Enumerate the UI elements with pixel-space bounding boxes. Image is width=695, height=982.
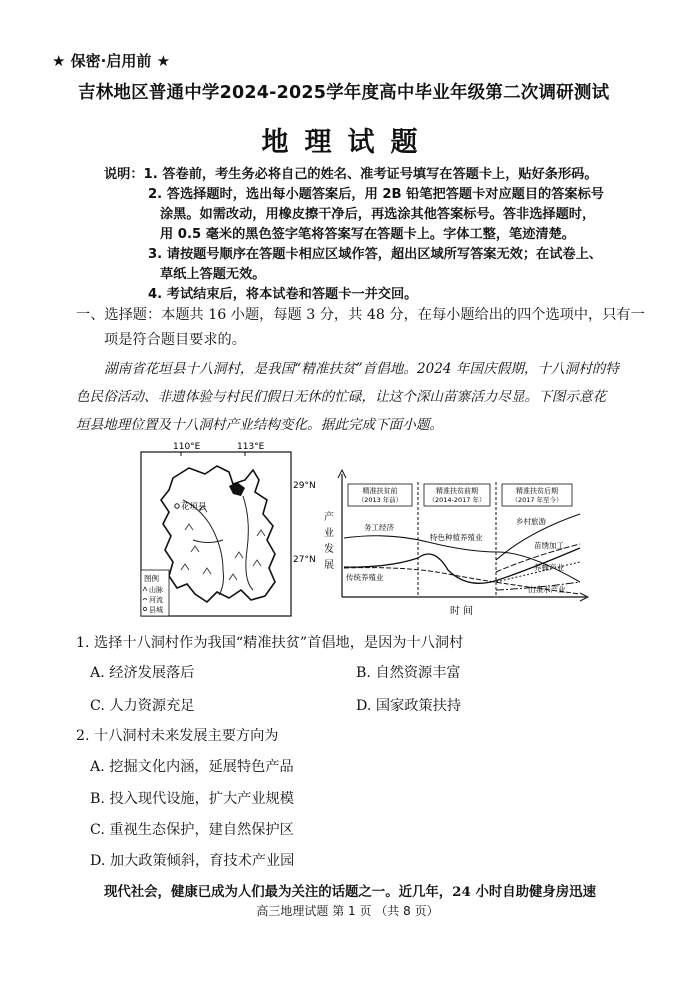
instruction-line-5: 3. 请按题号顺序在答题卡相应区域作答，超出区域所写答案无效；在试卷上、 xyxy=(148,247,602,262)
map-lon-113: 113°E xyxy=(237,442,265,452)
exam-title: 吉林地区普通中学2024-2025学年度高中毕业年级第二次调研测试 xyxy=(78,83,610,103)
instruction-line-7: 4. 考试结束后，将本试卷和答题卡一并交回。 xyxy=(148,287,418,302)
river-line xyxy=(243,496,253,590)
legend-county: 县城 xyxy=(149,606,163,614)
river-line xyxy=(183,500,224,595)
series-label-traditional: 传统养殖业 xyxy=(346,573,384,582)
question-1-option-c[interactable]: C. 人力资源充足 xyxy=(90,698,195,714)
chart-ylabel-4: 展 xyxy=(324,560,334,571)
period-label-1b: （2013 年前） xyxy=(357,496,403,504)
chart-ylabel-1: 产 xyxy=(324,512,334,523)
period-label-3a: 精准扶贫后期 xyxy=(516,487,558,495)
question-2-option-b[interactable]: B. 投入现代设施，扩大产业规模 xyxy=(90,791,294,807)
passage-line-1: 湖南省花垣县十八洞村，是我国“精准扶贫”首倡地。2024 年国庆假期，十八洞村的特 xyxy=(104,361,619,377)
period-label-1a: 精准扶贫前 xyxy=(362,487,398,495)
subject-title: 地理试题 xyxy=(261,127,434,158)
period-label-2a: 精准扶贫前期 xyxy=(436,487,478,495)
map-lat-29: 29°N xyxy=(293,481,316,491)
chart-ylabel-2: 业 xyxy=(324,528,334,539)
period-label-3b: （2017 年至今） xyxy=(511,496,563,504)
instruction-line-6: 草纸上答题无效。 xyxy=(160,267,266,282)
series-label-embroidery: 苗绣加工 xyxy=(534,541,564,550)
lake-shape xyxy=(229,482,245,496)
passage-line-3: 垣县地理位置及十八洞村产业结构变化。据此完成下面小题。 xyxy=(76,417,444,433)
huayuan-county-marker xyxy=(175,504,179,508)
legend-river: 河流 xyxy=(149,596,163,604)
series-label-bees: 养蜂产业 xyxy=(534,563,564,572)
question-1-option-a[interactable]: A. 经济发展落后 xyxy=(90,665,195,681)
location-map xyxy=(133,440,316,620)
industry-chart xyxy=(318,462,590,620)
series-label-planting: 特色种植养殖业 xyxy=(430,533,483,542)
passage-line-2: 色民俗活动、非遗体验与村民们假日无休的忙碌，让这个深山苗寨活力尽显。下图示意花 xyxy=(76,389,607,405)
question-2-option-a[interactable]: A. 挖掘文化内涵，延展特色产品 xyxy=(90,759,294,775)
instruction-line-2: 2. 答选择题时，选出每小题答案后，用 2B 铅笔把答题卡对应题目的答案标号 xyxy=(148,187,604,202)
period-label-2b: （2014-2017 年） xyxy=(428,496,486,504)
section-heading-line-1: 一、选择题：本题共 16 小题，每题 3 分，共 48 分，在每小题给出的四个选项中，只有一 xyxy=(76,307,645,323)
instruction-line-4: 用 0.5 毫米的黑色签字笔将答案写在答题卡上。字体工整，笔迹清楚。 xyxy=(160,227,575,242)
chart-xlabel: 时 间 xyxy=(450,606,474,617)
confidential-label: ★ 保密·启用前 ★ xyxy=(52,52,171,70)
next-passage-line: 现代社会，健康已成为人们最为关注的话题之一。近几年，24 小时自助健身房迅速 xyxy=(104,884,596,900)
instruction-line-1: 说明：1. 答卷前，考生务必将自己的姓名、准考证号填写在答题卡上，贴好条形码。 xyxy=(104,167,598,182)
map-place-label: 花垣县 xyxy=(181,502,207,512)
map-lat-27: 27°N xyxy=(293,555,316,565)
section-heading-line-2: 项是符合题目要求的。 xyxy=(104,332,246,348)
legend-title: 图例 xyxy=(144,574,159,583)
map-lon-110: 110°E xyxy=(173,442,201,452)
series-label-water: 山泉水产业 xyxy=(528,585,566,594)
question-1-option-d[interactable]: D. 国家政策扶持 xyxy=(356,698,462,714)
question-1-stem: 1. 选择十八洞村作为我国“精准扶贫”首倡地，是因为十八洞村 xyxy=(76,635,464,651)
series-label-tourism: 乡村旅游 xyxy=(516,517,546,526)
question-1-option-b[interactable]: B. 自然资源丰富 xyxy=(356,665,461,681)
question-2-stem: 2. 十八洞村未来发展主要方向为 xyxy=(76,728,279,744)
chart-ylabel-3: 发 xyxy=(324,544,334,555)
series-label-labor: 务工经济 xyxy=(364,523,394,532)
instruction-line-3: 涂黑。如需改动，用橡皮擦干净后，再选涂其他答案标号。答非选择题时， xyxy=(160,207,596,222)
question-2-option-c[interactable]: C. 重视生态保护，建自然保护区 xyxy=(90,822,294,838)
question-2-option-d[interactable]: D. 加大政策倾斜，育技术产业园 xyxy=(90,853,295,869)
page-footer: 高三地理试题 第 1 页 （共 8 页） xyxy=(256,904,439,918)
legend-mountain: 山脉 xyxy=(149,586,163,594)
